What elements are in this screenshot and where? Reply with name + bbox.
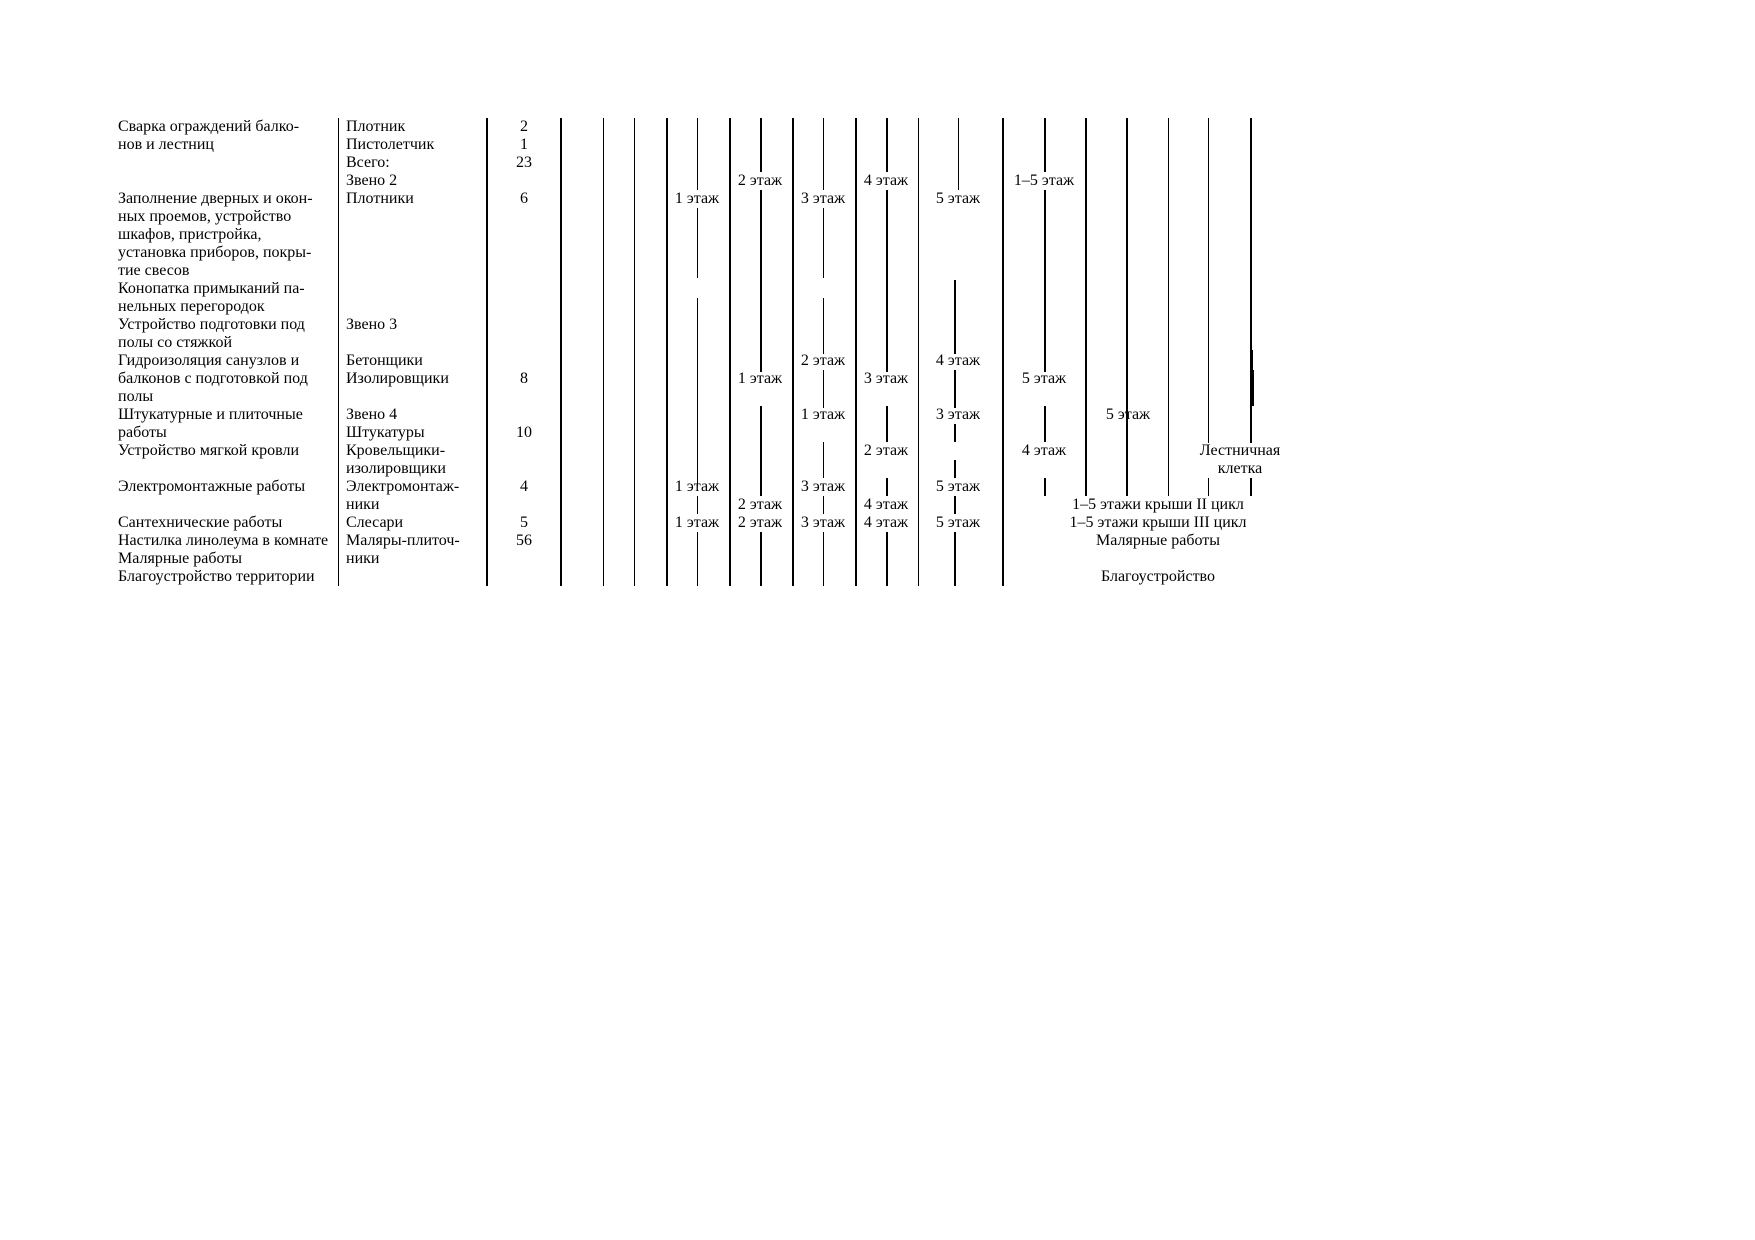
column-divider xyxy=(855,118,857,586)
schedule-label: 5 этаж xyxy=(1105,406,1151,423)
column-divider xyxy=(823,442,824,478)
column-divider xyxy=(697,496,698,514)
schedule-label: 3 этаж xyxy=(863,370,909,387)
work-cell: Благоустройство территории xyxy=(118,568,315,585)
schedule-label: 1–5 этаж xyxy=(1013,172,1075,189)
schedule-label: 4 этаж xyxy=(935,352,981,369)
work-cell: Заполнение дверных и окон- ных проемов, устройство шкафов, пристройка, установка приборов, покры- тие свесов xyxy=(118,190,313,279)
schedule-label: 5 этаж xyxy=(1021,370,1067,387)
column-divider xyxy=(886,190,888,372)
column-divider xyxy=(697,532,698,586)
schedule-label: 2 этаж xyxy=(863,442,909,459)
worker-cell: Электромонтаж- ники xyxy=(346,478,460,513)
schedule-label: 2 этаж xyxy=(737,514,783,531)
column-divider xyxy=(823,496,824,514)
column-divider xyxy=(954,532,956,586)
work-cell: Электромонтажные работы xyxy=(118,478,306,495)
schedule-label: 1 этаж xyxy=(674,478,720,495)
column-divider xyxy=(823,532,824,586)
schedule-label: 2 этаж xyxy=(737,496,783,513)
schedule-label: 1 этаж xyxy=(737,370,783,387)
column-divider xyxy=(1085,118,1087,496)
column-divider xyxy=(886,406,888,442)
column-divider xyxy=(1044,190,1046,372)
schedule-label: 3 этаж xyxy=(935,406,981,423)
schedule-label: 4 этаж xyxy=(863,496,909,513)
column-divider xyxy=(1208,478,1209,496)
column-divider xyxy=(1044,406,1046,442)
schedule-label: 1–5 этажи крыши II цикл xyxy=(1072,496,1244,513)
worker-cell: Плотники xyxy=(346,190,414,207)
count-cell: 5 xyxy=(520,514,528,531)
worker-cell: Плотник Пистолетчик Всего: xyxy=(346,118,435,171)
work-cell: Устройство мягкой кровли xyxy=(118,442,300,459)
schedule-label: 1 этаж xyxy=(674,190,720,207)
schedule-label: 1 этаж xyxy=(674,514,720,531)
schedule-label: 3 этаж xyxy=(800,514,846,531)
column-divider xyxy=(954,280,956,354)
column-divider xyxy=(666,118,668,586)
schedule-label: 5 этаж xyxy=(935,478,981,495)
schedule-label: Малярные работы xyxy=(1096,532,1220,549)
column-divider xyxy=(697,208,698,278)
column-divider xyxy=(1168,118,1169,496)
column-divider xyxy=(486,118,488,586)
schedule-label: 5 этаж xyxy=(935,514,981,531)
column-divider xyxy=(918,118,919,586)
work-cell: Конопатка примыканий па- нельных перегородок xyxy=(118,280,305,315)
column-divider xyxy=(954,460,956,478)
column-divider xyxy=(954,370,956,408)
count-cell: 8 xyxy=(520,370,528,387)
count-cell: 2 1 23 xyxy=(516,118,532,171)
column-divider xyxy=(729,118,731,586)
work-cell: Устройство подготовки под полы со стяжкой xyxy=(118,316,305,351)
work-cell: Гидроизоляция санузлов и балконов с подготовкой под полы xyxy=(118,352,308,405)
work-cell: Штукатурные и плиточные работы xyxy=(118,406,303,441)
schedule-label: 1–5 этажи крыши III цикл xyxy=(1069,514,1247,531)
column-divider xyxy=(886,478,888,496)
count-cell: 4 xyxy=(520,478,528,495)
work-cell: Сварка ограждений балко- нов и лестниц xyxy=(118,118,300,153)
column-divider xyxy=(760,190,762,372)
worker-cell: Маляры-плиточ- ники xyxy=(346,532,460,567)
column-divider xyxy=(1044,118,1046,172)
column-divider xyxy=(1208,118,1209,443)
schedule-label: Благоустройство xyxy=(1100,568,1216,585)
column-divider xyxy=(823,298,824,354)
column-divider xyxy=(958,118,959,190)
count-cell: 56 xyxy=(516,532,532,549)
column-divider xyxy=(697,118,698,190)
column-divider xyxy=(1250,478,1252,496)
column-divider xyxy=(886,118,888,172)
column-divider xyxy=(1044,478,1046,496)
column-divider xyxy=(886,532,888,586)
worker-cell: Бетонщики Изолировщики xyxy=(346,352,449,387)
work-cell: Сантехнические работы xyxy=(118,514,283,531)
column-divider xyxy=(634,118,635,586)
schedule-label: 1 этаж xyxy=(800,406,846,423)
column-divider xyxy=(792,118,794,586)
column-divider xyxy=(823,370,824,408)
schedule-label: 4 этаж xyxy=(863,172,909,189)
column-divider xyxy=(1252,350,1253,370)
column-divider xyxy=(603,118,604,586)
schedule-label: 5 этаж xyxy=(935,190,981,207)
column-divider xyxy=(1126,118,1128,496)
count-cell: 6 xyxy=(520,190,528,207)
schedule-label: 4 этаж xyxy=(863,514,909,531)
column-divider xyxy=(1252,370,1254,406)
schedule-label: 3 этаж xyxy=(800,190,846,207)
column-divider xyxy=(697,298,698,486)
column-divider xyxy=(823,208,824,278)
column-divider xyxy=(954,496,956,514)
worker-cell: Звено 4 Штукатуры xyxy=(346,406,425,441)
column-divider xyxy=(338,118,339,586)
column-divider xyxy=(760,406,762,496)
schedule-label: 4 этаж xyxy=(1021,442,1067,459)
column-divider xyxy=(760,532,762,586)
worker-cell: Слесари xyxy=(346,514,404,531)
worker-cell: Кровельщики- изолировщики xyxy=(346,442,446,477)
count-cell: 10 xyxy=(516,424,532,441)
column-divider xyxy=(823,118,824,190)
schedule-label: Лестничная клетка xyxy=(1199,442,1281,477)
worker-cell: Звено 2 xyxy=(346,172,398,189)
column-divider xyxy=(1002,118,1004,586)
column-divider xyxy=(560,118,562,586)
column-divider xyxy=(954,424,956,442)
worker-cell: Звено 3 xyxy=(346,316,398,333)
schedule-label: 2 этаж xyxy=(737,172,783,189)
schedule-label: 2 этаж xyxy=(800,352,846,369)
work-cell: Настилка линолеума в комнате Малярные работы xyxy=(118,532,329,567)
schedule-label: 3 этаж xyxy=(800,478,846,495)
column-divider xyxy=(760,118,762,172)
